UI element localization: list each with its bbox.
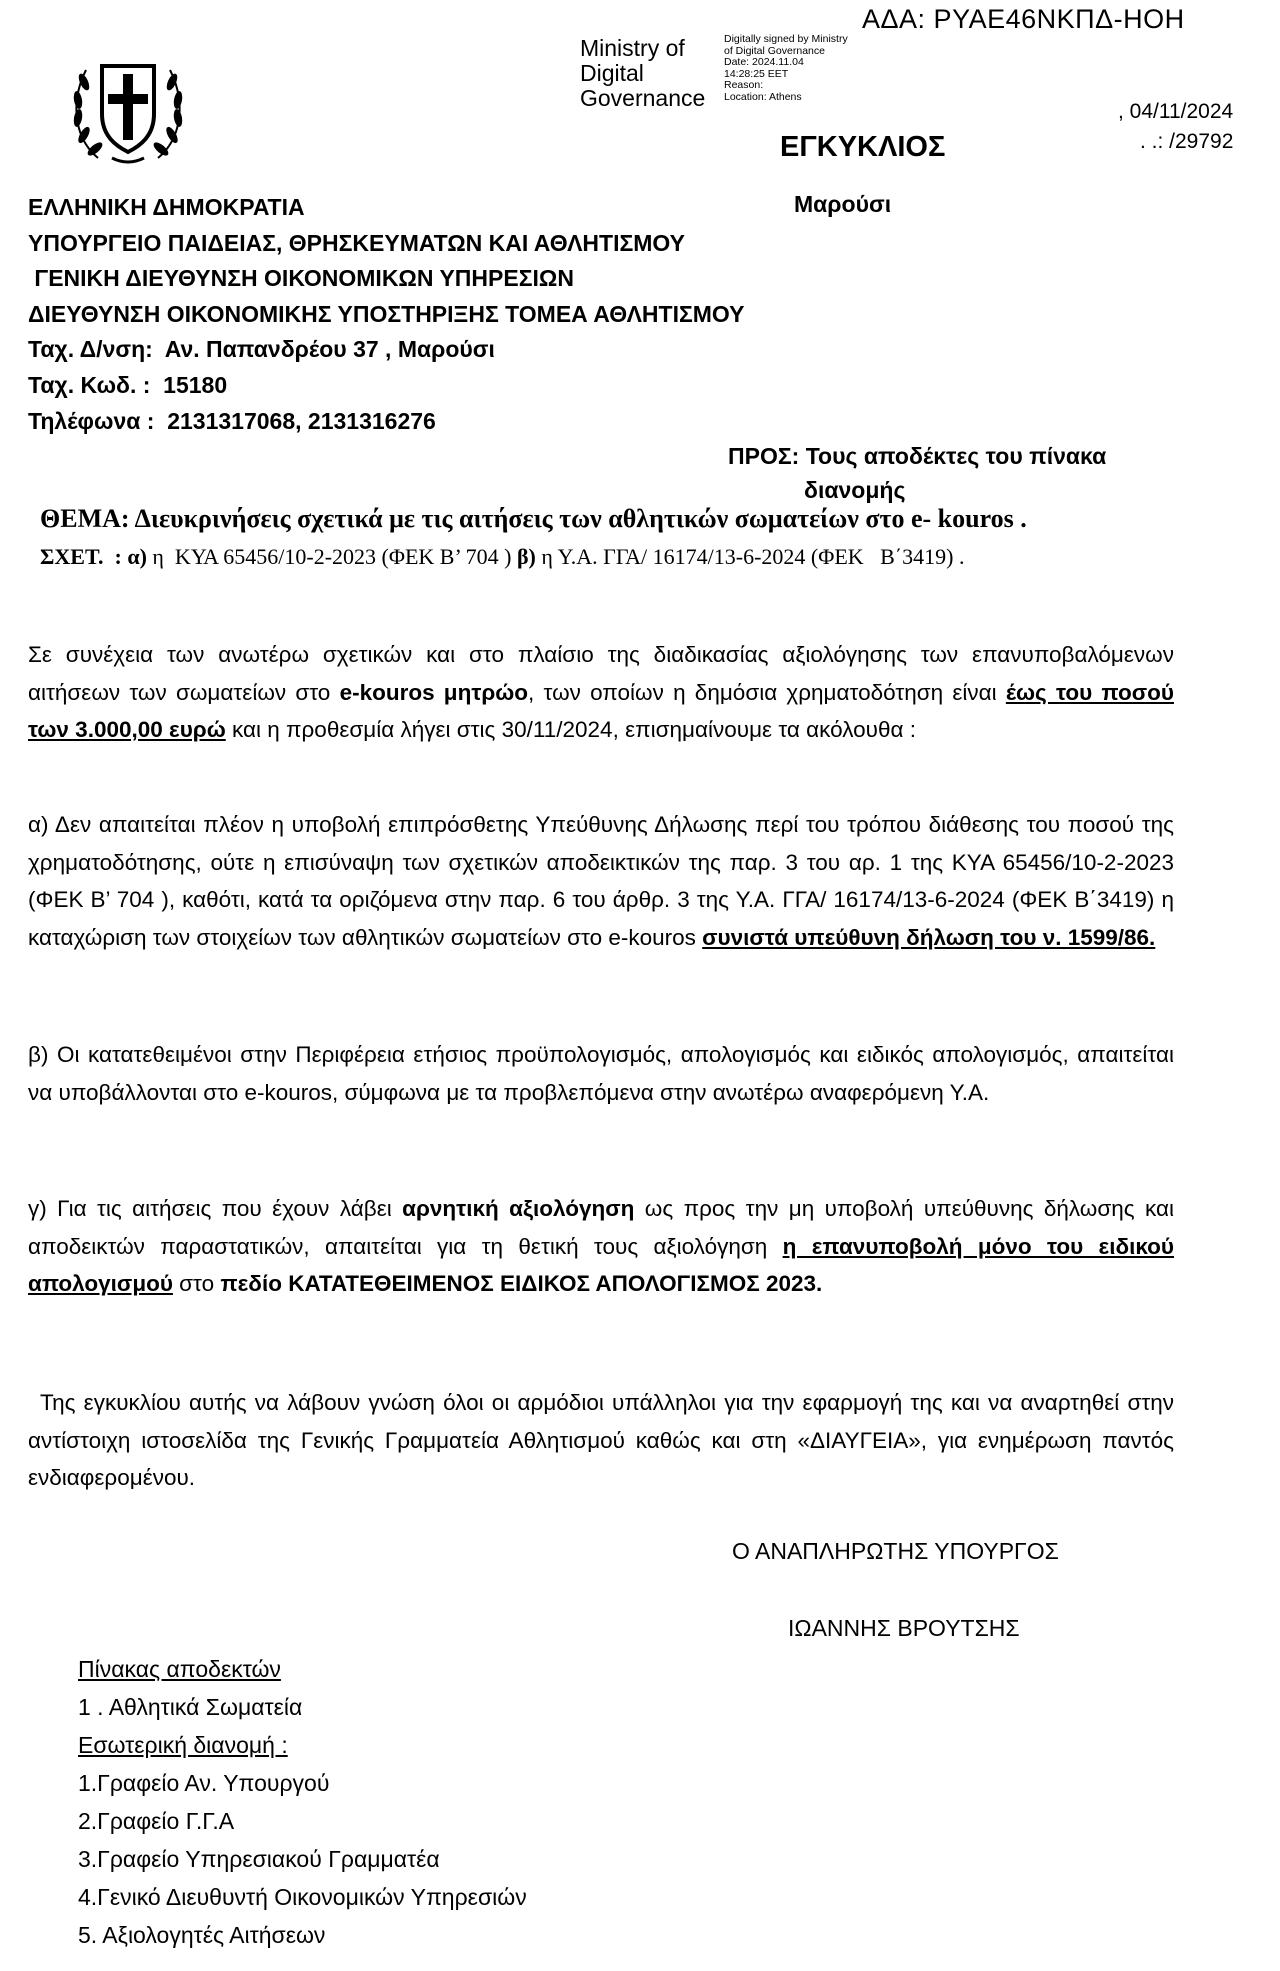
signatory-title: Ο ΑΝΑΠΛΗΡΩΤΗΣ ΥΠΟΥΡΓΟΣ — [732, 1538, 1059, 1564]
text-run: ως προς την μη υποβολή υπεύθυνης δήλωσης και αποδεικτών παραστατικών, απαιτείται για τη θετική τους αξιολόγηση — [28, 1196, 1174, 1259]
signature-line: of Digital Governance — [724, 44, 825, 57]
text-run: και η προθεσμία λήγει στις 30/11/2024, επισημαίνουμε τα ακόλουθα : — [225, 717, 916, 743]
header-line: Ταχ. Δ/νση: Αν. Παπανδρέου 37 , Μαρούσι — [28, 336, 495, 363]
bold-text: πεδίο ΚΑΤΑΤΕΘΕΙΜΕΝΟΣ ΕΙΔΙΚΟΣ ΑΠΟΛΟΓΙΣΜΟΣ 2023. — [220, 1271, 823, 1297]
reference-line — [40, 544, 964, 570]
distribution-list — [78, 1650, 527, 1954]
recipient-line: ΠΡΟΣ: Τους αποδέκτες του πίνακα — [728, 443, 1107, 469]
sender-header — [28, 190, 745, 439]
ministry-line: Governance — [580, 85, 706, 111]
internal-distribution-item: 2.Γραφείο Γ.Γ.Α — [78, 1808, 235, 1834]
document-place: Μαρούσι — [794, 191, 892, 217]
reference-label-b: β) — [516, 544, 536, 569]
header-line: ΥΠΟΥΡΓΕΙΟ ΠΑΙΔΕΙΑΣ, ΘΡΗΣΚΕΥΜΑΤΩΝ ΚΑΙ ΑΘΛΗΤΙΣΜΟΥ — [28, 229, 686, 256]
distribution-heading: Πίνακας αποδεκτών — [78, 1656, 281, 1682]
ada-code: ΑΔΑ: ΡΥΑΕ46ΝΚΠΔ-ΗΟΗ — [862, 4, 1185, 34]
bold-text: αρνητική αξιολόγηση — [402, 1196, 635, 1221]
internal-distribution-item: 4.Γενικό Διευθυντή Οικονομικών Υπηρεσιών — [78, 1884, 527, 1910]
text-run: στο — [172, 1271, 221, 1297]
signature-line: Reason: — [724, 79, 764, 92]
document-type: ΕΓΚΥΚΛΙΟΣ — [780, 131, 946, 163]
ministry-line: Ministry of — [580, 35, 685, 61]
recipient-line: διανομής — [804, 477, 906, 503]
reference-text: η ΚΥΑ 65456/10-2-2023 (ΦΕΚ Β’ 704 ) — [146, 544, 517, 569]
header-line: ΔΙΕΥΘΥΝΣΗ ΟΙΚΟΝΟΜΙΚΗΣ ΥΠΟΣΤΗΡΙΞΗΣ ΤΟΜΕΑ ΑΘΛΗΤΙΣΜΟΥ — [28, 300, 745, 327]
signature-line: Location: Athens — [724, 90, 802, 103]
ministry-line: Digital — [580, 60, 644, 86]
header-line: ΕΛΛΗΝΙΚΗ ΔΗΜΟΚΡΑΤΙΑ — [28, 194, 305, 220]
subject-line: ΘΕΜΑ: Διευκρινήσεις σχετικά με τις αιτήσεις των αθλητικών σωματείων στο e- kouros . — [40, 504, 1027, 533]
text-run: α) Δεν απαιτείται πλέον η υποβολή επιπρόσθετης Υπεύθυνης Δήλωσης περί του τρόπου διάθεσης του ποσού της χρηματοδότησης, ούτε η επισύναψη των σχετικών αποδεικτικών της παρ. 3 του αρ. 1 της ΚΥΑ 65456/10-2-2023 (ΦΕΚ Β’ 704 ), καθότι, κατά τα οριζόμενα στην παρ. 6 του άρθρ. 3 της Υ.Α. ΓΓΑ/ 16174/13-6-2024 (ΦΕΚ Β΄3419) η καταχώριση των στοιχείων των αθλητικών σωματείων στο e-kouros — [28, 812, 1174, 950]
text-run: γ) Για τις αιτήσεις που έχουν λάβει — [28, 1196, 403, 1221]
protocol-number: . .: /29792 — [1140, 130, 1234, 153]
internal-distribution-heading: Εσωτερική διανομή : — [78, 1732, 288, 1758]
internal-distribution-item: 1.Γραφείο Αν. Υπουργού — [78, 1770, 330, 1796]
bold-text: e-kouros μητρώο — [339, 679, 529, 705]
body-paragraph-a — [28, 806, 1174, 956]
header-line: Τηλέφωνα : 2131317068, 2131316276 — [28, 407, 436, 434]
signature-line: Digitally signed by Ministry — [724, 33, 848, 45]
text-run: Σε συνέχεια των ανωτέρω σχετικών και στο πλαίσιο της διαδικασίας αξιολόγησης των επανυποβαλόμενων αιτήσεων των σωματείων στο — [28, 642, 1174, 705]
body-paragraph-intro — [28, 636, 1174, 749]
header-line: Ταχ. Κωδ. : 15180 — [28, 371, 228, 398]
body-paragraph-closing: Της εγκυκλίου αυτής να λάβουν γνώση όλοι οι αρμόδιοι υπάλληλοι για την εφαρμογή της και να αναρτηθεί στην αντίστοιχη ιστοσελίδα της Γενικής Γραμματεία Αθλητισμού καθώς και στη «ΔΙΑΥΓΕΙΑ», για ενημέρωση παντός ενδιαφερομένου. — [28, 1390, 1174, 1491]
internal-distribution-item: 5. Αξιολογητές Αιτήσεων — [78, 1922, 326, 1948]
document-date: , 04/11/2024 — [1118, 100, 1234, 123]
digital-signature-block — [724, 34, 848, 104]
distribution-item: 1 . Αθλητικά Σωματεία — [78, 1694, 303, 1720]
signatory-name: ΙΩΑΝΝΗΣ ΒΡΟΥΤΣΗΣ — [788, 1615, 1020, 1641]
header-line: ΓΕΝΙΚΗ ΔΙΕΥΘΥΝΣΗ ΟΙΚΟΝΟΜΙΚΩΝ ΥΠΗΡΕΣΙΩΝ — [28, 265, 574, 292]
bold-underlined-text: έως του ποσού των 3.000,00 ευρώ — [28, 679, 1174, 743]
greek-emblem-icon — [64, 42, 192, 170]
reference-label: ΣΧΕΤ. : α) — [40, 544, 147, 569]
bold-underlined-text: η επανυποβολή μόνο του ειδικού απολογισμού — [28, 1233, 1174, 1297]
body-paragraph-c — [28, 1190, 1174, 1303]
reference-text-2: η Υ.Α. ΓΓΑ/ 16174/13-6-2024 (ΦΕΚ Β΄3419) . — [535, 544, 965, 569]
recipient-block — [728, 439, 1106, 507]
text-run: , των οποίων η δημόσια χρηματοδότηση είναι — [528, 679, 1006, 705]
signature-line: Date: 2024.11.04 — [724, 56, 804, 69]
body-paragraph-b: β) Οι κατατεθειμένοι στην Περιφέρεια ετήσιος προϋπολογισμός, απολογισμός και ειδικός απολογισμός, απαιτείται να υποβάλλονται στο e-kouros, σύμφωνα με τα προβλεπόμενα στην ανωτέρω αναφερόμενη Υ.Α. — [28, 1042, 1174, 1105]
bold-underlined-text: συνιστά υπεύθυνη δήλωση του ν. 1599/86. — [702, 924, 1156, 950]
internal-distribution-item: 3.Γραφείο Υπηρεσιακού Γραμματέα — [78, 1846, 440, 1872]
signature-line: 14:28:25 EET — [724, 67, 789, 80]
ministry-of-digital-governance-label — [580, 36, 705, 111]
